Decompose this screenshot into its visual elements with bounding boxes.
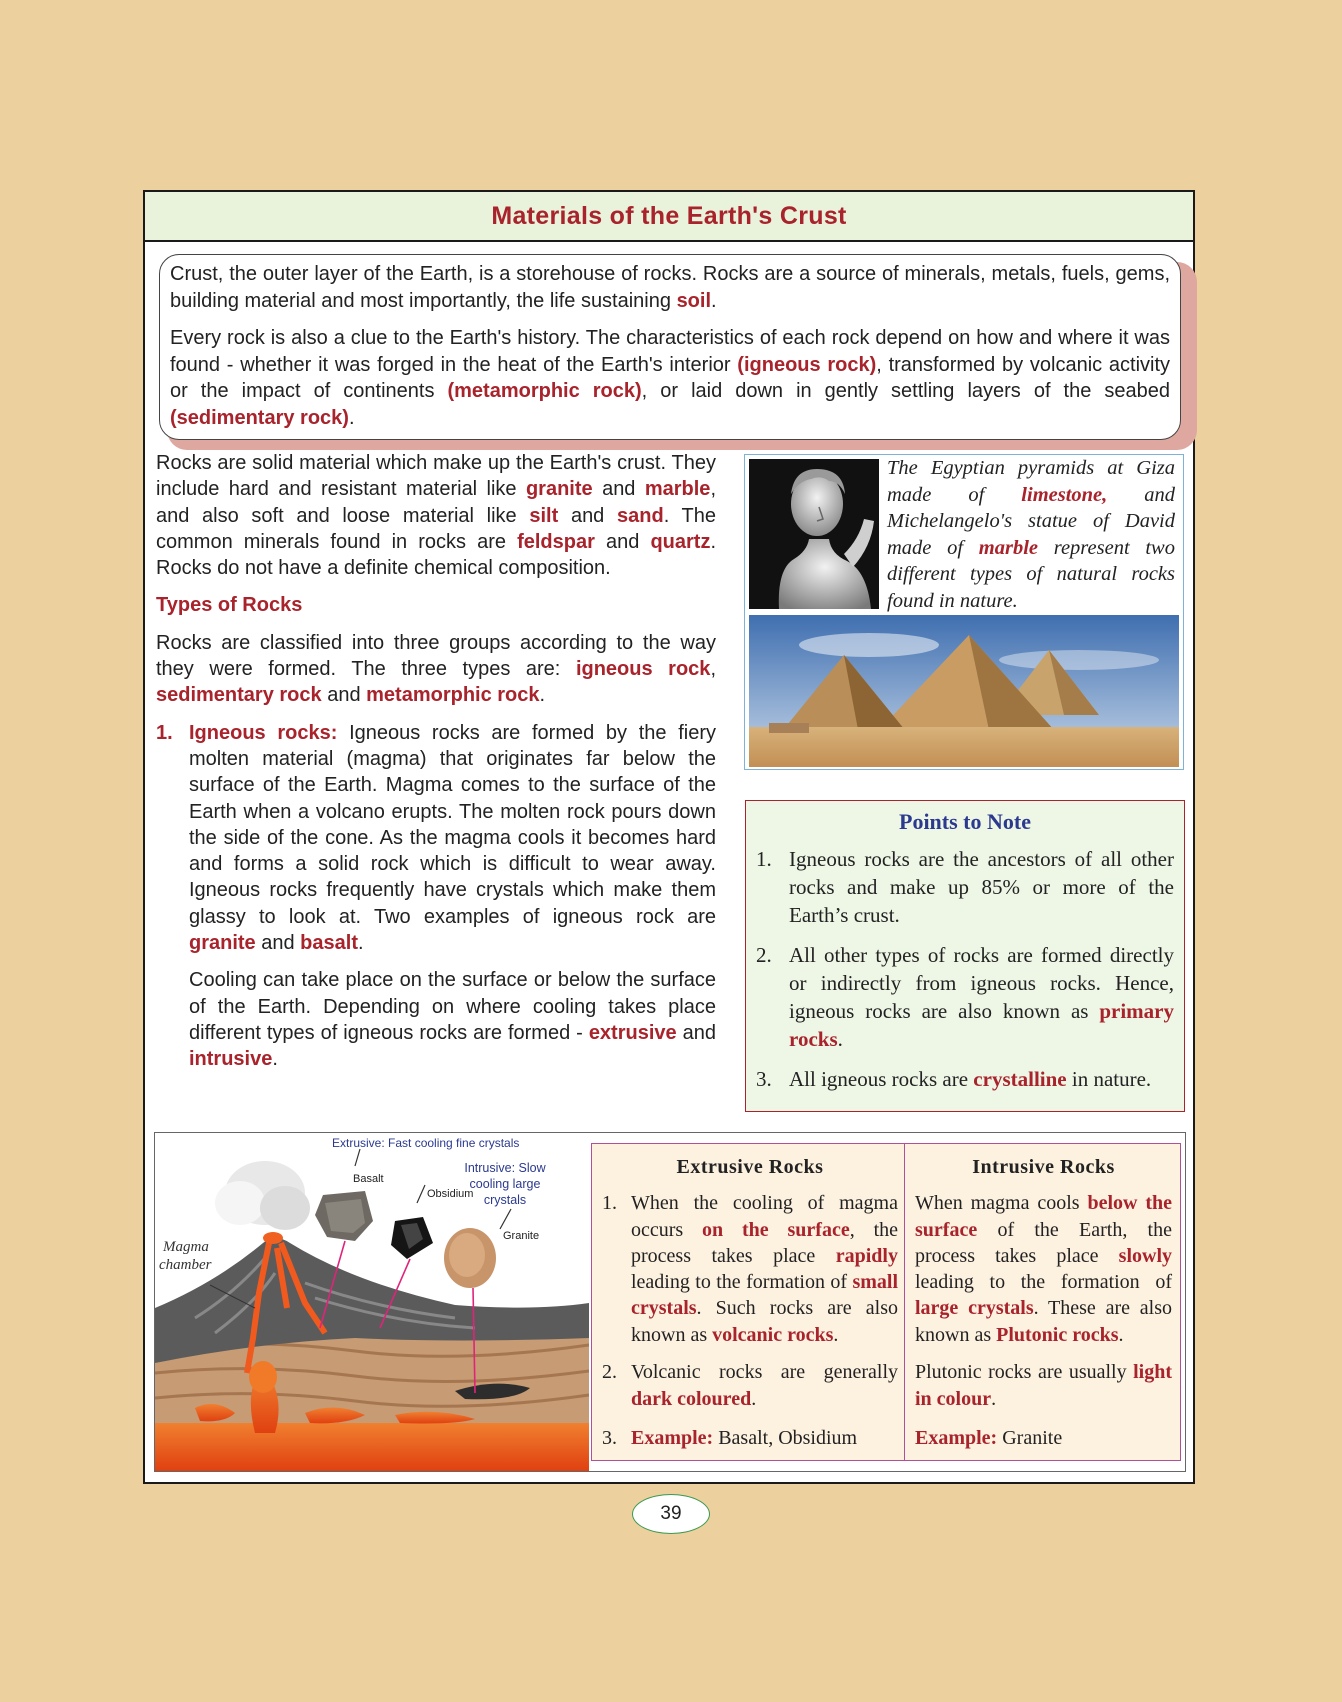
point-number: 2. — [756, 943, 772, 967]
point-text: All other types of rocks are formed directly or indirectly from igneous rocks. Hence, igneous rocks are also known as primary rocks. — [789, 943, 1174, 1051]
highlighted-term: sedimentary rock — [156, 684, 322, 707]
magma-chamber-label-line-2: chamber — [159, 1257, 212, 1273]
point-number: 3. — [756, 1067, 772, 1091]
highlighted-term: marble — [644, 478, 711, 501]
point-text: Igneous rocks are the ancestors of all other rocks and make up 85% or more of the Earth’s crust. — [789, 847, 1174, 927]
highlighted-term: soil — [676, 289, 712, 312]
title-bar — [145, 192, 1193, 242]
highlighted-term: igneous rock — [575, 658, 711, 681]
extrusive-row-1 — [602, 1190, 898, 1359]
highlighted-term: feldspar — [517, 530, 595, 553]
point-item-1 — [756, 845, 1174, 929]
obsidium-label: Obsidium — [427, 1188, 474, 1200]
highlighted-term: limestone, — [1021, 483, 1108, 506]
giza-pyramids-image — [749, 615, 1179, 767]
points-to-note-title: Points to Note — [899, 809, 1031, 834]
highlighted-term: marble — [978, 536, 1039, 559]
extrusive-row-2-text: Volcanic rocks are generally dark coloured. — [631, 1361, 898, 1410]
point-item-3 — [756, 1065, 1174, 1093]
intro-paragraph-2: Every rock is also a clue to the Earth's history. The characteristics of each rock depend on how and where it was found - whether it was forged in the heat of the Earth's interior (igneous rock), transformed by volcanic activity or the impact of continents (metamorphic rock), or laid down in gently settling layers of the seabed (sedimentary rock). — [170, 327, 1171, 429]
photo-box — [744, 454, 1184, 770]
highlighted-term: granite — [189, 932, 256, 955]
highlighted-term: Plutonic rocks — [996, 1323, 1119, 1346]
highlighted-term: Example: — [631, 1427, 714, 1450]
highlighted-term: large crystals — [915, 1297, 1034, 1320]
intrusive-row-1: When magma cools below the surface of the Earth, the process takes place slowly leading to the formation of large crystals. These are also known as Plutonic rocks. — [915, 1192, 1172, 1346]
left-column — [156, 450, 716, 1084]
highlighted-term: small crystals — [631, 1271, 898, 1320]
item-number: 1. — [156, 721, 173, 744]
intro-paragraph-1: Crust, the outer layer of the Earth, is a storehouse of rocks. Rocks are a source of minerals, metals, fuels, gems, building material and most importantly, the life sustaining soil. — [170, 263, 1170, 312]
highlighted-term: (igneous rock) — [737, 353, 877, 376]
highlighted-term: rapidly — [835, 1244, 898, 1267]
basalt-label: Basalt — [353, 1173, 384, 1185]
extrusive-row-1-text: When the cooling of magma occurs on the surface, the process takes place rapidly leading to the formation of small crystals. Such rocks are also known as volcanic rocks. — [631, 1192, 898, 1346]
volcano-diagram — [155, 1133, 589, 1471]
extrusive-heading: Extrusive Rocks — [676, 1156, 824, 1178]
highlighted-term: on the surface — [702, 1218, 850, 1241]
david-statue-image — [749, 459, 879, 609]
highlighted-term: intrusive — [189, 1048, 273, 1071]
intrusive-heading: Intrusive Rocks — [972, 1156, 1115, 1178]
page-number: 39 — [632, 1494, 710, 1534]
highlighted-term: light in colour — [915, 1361, 1172, 1410]
granite-label: Granite — [503, 1230, 540, 1242]
highlighted-term: granite — [525, 478, 593, 501]
igneous-comparison-box — [154, 1132, 1186, 1472]
highlighted-term: primary rocks — [789, 999, 1174, 1051]
points-list — [756, 845, 1174, 1093]
intrusive-label-line-2: cooling large — [469, 1177, 541, 1191]
page-frame — [143, 190, 1195, 1484]
highlighted-term: Igneous rocks: — [189, 721, 338, 744]
extrusive-row-3-text: Example: Basalt, Obsidium — [631, 1427, 858, 1450]
types-of-rocks-heading: Types of Rocks — [156, 594, 303, 617]
igneous-paragraph-1: Igneous rocks: Igneous rocks are formed by the fiery molten material (magma) that originates far below the surface of the Earth. Magma comes to the surface of the Earth when a volcano erupts. The molten rock pours down the side of the cone. As the magma cools it becomes hard and forms a solid rock which is difficult to wear away. Igneous rocks frequently have crystals which make them glassy to look at. Two examples of igneous rock are granite and basalt. — [189, 721, 716, 955]
highlighted-term: dark coloured — [631, 1387, 752, 1410]
highlighted-term: metamorphic rock — [366, 684, 540, 707]
intrusive-column — [905, 1144, 1180, 1460]
intrusive-label-line-3: crystals — [483, 1193, 527, 1207]
highlighted-term: slowly — [1118, 1244, 1172, 1267]
page-title: Materials of the Earth's Crust — [491, 201, 847, 230]
highlighted-term: Example: — [915, 1427, 998, 1450]
row-number: 1. — [602, 1192, 617, 1215]
point-item-2 — [756, 941, 1174, 1053]
highlighted-term: volcanic rocks — [712, 1323, 834, 1346]
highlighted-term: sand — [617, 504, 664, 527]
extrusive-label: Extrusive: Fast cooling fine crystals — [332, 1136, 520, 1150]
highlighted-term: extrusive — [588, 1021, 677, 1044]
points-to-note-box — [745, 800, 1185, 1112]
photo-caption: The Egyptian pyramids at Giza made of limestone, and Michelangelo's statue of David made of marble represent two different types of natural rocks found in nature. — [887, 457, 1175, 612]
highlighted-term: crystalline — [973, 1067, 1067, 1091]
intrusive-label-line-1: Intrusive: Slow — [464, 1161, 546, 1175]
intrusive-row-2: Plutonic rocks are usually light in colour. — [915, 1361, 1172, 1410]
highlighted-term: quartz — [650, 530, 711, 553]
highlighted-term: (sedimentary rock) — [170, 406, 349, 429]
extrusive-row-2 — [602, 1359, 898, 1425]
rock-comparison-table — [591, 1143, 1181, 1461]
extrusive-column — [592, 1144, 905, 1460]
intrusive-row-3: Example: Granite — [915, 1427, 1063, 1450]
row-number: 3. — [602, 1427, 617, 1450]
highlighted-term: (metamorphic rock) — [447, 380, 642, 402]
point-text: All igneous rocks are crystalline in nature. — [789, 1067, 1152, 1091]
point-number: 1. — [756, 847, 772, 871]
igneous-rocks-item — [156, 720, 716, 1073]
types-paragraph: Rocks are classified into three groups according to the way they were formed. The three types are: igneous rock, sedimentary rock and metamorphic rock. — [156, 631, 716, 707]
highlighted-term: below the surface — [915, 1192, 1172, 1241]
rocks-definition-paragraph: Rocks are solid material which make up the Earth's crust. They include hard and resistant material like granite and marble, and also soft and loose material like silt and sand. The common minerals found in rocks are feldspar and quartz. Rocks do not have a definite chemical composition. — [156, 452, 717, 580]
highlighted-term: basalt — [300, 932, 358, 955]
extrusive-row-3 — [602, 1425, 898, 1451]
highlighted-term: silt — [529, 504, 559, 527]
row-number: 2. — [602, 1361, 617, 1384]
igneous-paragraph-2: Cooling can take place on the surface or below the surface of the Earth. Depending on where cooling takes place different types of igneous rocks are formed - extrusive and intrusive. — [189, 969, 716, 1071]
intro-box — [159, 254, 1181, 440]
magma-chamber-label-line-1: Magma — [163, 1239, 209, 1255]
